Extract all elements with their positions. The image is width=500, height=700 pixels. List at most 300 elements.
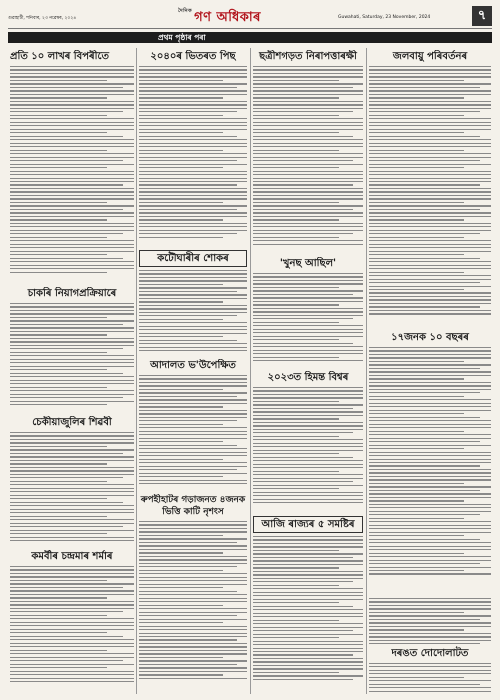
text-line bbox=[369, 361, 464, 362]
text-line bbox=[10, 76, 134, 77]
text-line bbox=[139, 108, 247, 109]
text-line bbox=[369, 198, 491, 199]
text-line bbox=[253, 446, 363, 447]
text-line bbox=[10, 566, 134, 567]
text-line bbox=[253, 164, 363, 165]
text-line bbox=[253, 609, 363, 610]
text-line bbox=[369, 619, 480, 620]
text-line bbox=[139, 664, 237, 665]
text-line bbox=[369, 385, 491, 386]
text-line bbox=[369, 633, 491, 634]
text-line bbox=[253, 191, 363, 192]
text-line bbox=[253, 304, 339, 305]
text-line bbox=[10, 191, 134, 192]
text-line bbox=[10, 366, 134, 367]
text-line bbox=[369, 292, 491, 293]
text-line bbox=[369, 396, 464, 397]
text-line bbox=[369, 445, 491, 446]
text-line bbox=[253, 408, 353, 409]
text-line bbox=[369, 279, 491, 280]
text-line bbox=[369, 160, 480, 161]
text-line bbox=[139, 650, 247, 651]
text-line bbox=[10, 404, 107, 405]
text-line bbox=[10, 104, 134, 105]
text-line bbox=[369, 101, 491, 102]
text-line bbox=[253, 436, 339, 437]
text-line bbox=[253, 273, 363, 274]
text-line bbox=[253, 443, 363, 444]
text-line bbox=[253, 146, 363, 147]
text-line bbox=[253, 111, 353, 112]
text-line bbox=[253, 223, 363, 224]
text-line bbox=[10, 139, 134, 140]
article-body bbox=[253, 387, 363, 503]
text-line bbox=[139, 587, 223, 588]
text-line bbox=[369, 184, 480, 185]
text-line bbox=[369, 150, 464, 151]
text-line bbox=[139, 542, 237, 543]
text-line bbox=[10, 439, 134, 440]
text-line bbox=[139, 448, 247, 449]
text-line bbox=[139, 178, 247, 179]
text-line bbox=[139, 396, 237, 397]
text-line bbox=[139, 598, 247, 599]
text-line bbox=[10, 352, 107, 353]
text-line bbox=[10, 143, 134, 144]
text-line bbox=[369, 282, 480, 283]
text-line bbox=[10, 90, 134, 91]
text-line bbox=[369, 178, 491, 179]
text-line bbox=[139, 76, 247, 77]
text-line bbox=[253, 411, 363, 412]
text-line bbox=[369, 615, 491, 616]
text-line bbox=[10, 359, 134, 360]
text-line bbox=[10, 265, 134, 266]
text-line bbox=[10, 83, 134, 84]
text-line bbox=[253, 97, 339, 98]
text-line bbox=[369, 146, 491, 147]
text-line bbox=[139, 129, 247, 130]
text-line bbox=[139, 667, 247, 668]
text-line bbox=[139, 104, 247, 105]
text-line bbox=[10, 369, 107, 370]
text-line bbox=[253, 623, 363, 624]
text-line bbox=[139, 643, 247, 644]
section-title: প্ৰথম পৃষ্ঠাৰ পৰা bbox=[158, 33, 206, 42]
text-line bbox=[10, 122, 134, 123]
text-line bbox=[253, 602, 339, 603]
text-line bbox=[253, 280, 363, 281]
newspaper-masthead bbox=[178, 8, 261, 29]
text-line bbox=[369, 174, 491, 175]
text-line bbox=[369, 136, 480, 137]
text-line bbox=[10, 463, 107, 464]
text-line bbox=[10, 537, 134, 538]
text-line bbox=[369, 420, 491, 421]
text-line bbox=[10, 331, 134, 332]
text-line bbox=[253, 471, 339, 472]
text-line bbox=[10, 69, 134, 70]
text-line bbox=[369, 254, 464, 255]
text-line bbox=[139, 305, 247, 306]
text-line bbox=[369, 490, 480, 491]
text-line bbox=[139, 601, 247, 602]
text-line bbox=[139, 420, 237, 421]
text-line bbox=[253, 101, 363, 102]
text-line bbox=[139, 150, 223, 151]
text-line bbox=[10, 348, 123, 349]
text-line bbox=[139, 674, 223, 675]
text-line bbox=[253, 94, 363, 95]
text-line bbox=[10, 125, 134, 126]
text-line bbox=[253, 76, 363, 77]
text-line bbox=[253, 205, 363, 206]
text-line bbox=[10, 376, 134, 377]
text-line bbox=[253, 665, 363, 666]
text-line bbox=[139, 181, 247, 182]
text-line bbox=[369, 663, 491, 664]
text-line bbox=[369, 452, 491, 453]
text-line bbox=[369, 275, 491, 276]
text-line bbox=[139, 270, 247, 271]
text-line bbox=[369, 104, 491, 105]
text-line bbox=[10, 237, 107, 238]
text-line bbox=[369, 455, 491, 456]
text-line bbox=[10, 240, 134, 241]
text-line bbox=[139, 483, 247, 484]
text-line bbox=[253, 332, 363, 333]
text-line bbox=[253, 315, 363, 316]
article-13 bbox=[369, 50, 491, 330]
text-line bbox=[10, 202, 107, 203]
text-line bbox=[139, 315, 237, 316]
text-line bbox=[253, 329, 363, 330]
article-headline: 'খুনছ আছিল' bbox=[279, 258, 337, 269]
text-line bbox=[369, 212, 491, 213]
text-line bbox=[369, 303, 491, 304]
article-headline: চেকীয়াজুলিৰ শিৱবী bbox=[32, 417, 112, 428]
text-line bbox=[139, 160, 237, 161]
text-line bbox=[369, 507, 491, 508]
text-line bbox=[253, 136, 353, 137]
text-line bbox=[10, 230, 134, 231]
text-line bbox=[369, 459, 491, 460]
text-line bbox=[139, 298, 247, 299]
text-line bbox=[369, 528, 491, 529]
text-line bbox=[10, 355, 134, 356]
text-line bbox=[139, 191, 247, 192]
text-line bbox=[139, 350, 247, 351]
text-line bbox=[10, 261, 134, 262]
text-line bbox=[139, 343, 247, 344]
text-line bbox=[10, 678, 134, 679]
text-line bbox=[10, 580, 107, 581]
text-line bbox=[369, 299, 491, 300]
text-line bbox=[369, 521, 491, 522]
text-line bbox=[10, 341, 134, 342]
text-line bbox=[139, 164, 247, 165]
text-line bbox=[369, 605, 491, 606]
text-line bbox=[369, 122, 491, 123]
text-line bbox=[253, 308, 363, 309]
text-line bbox=[10, 80, 107, 81]
text-line bbox=[253, 422, 363, 423]
text-line bbox=[139, 563, 247, 564]
article-9 bbox=[253, 50, 363, 255]
column-divider bbox=[136, 48, 137, 694]
text-line bbox=[369, 673, 491, 674]
text-line bbox=[253, 240, 363, 241]
text-line bbox=[139, 559, 247, 560]
column-divider bbox=[366, 48, 367, 694]
text-line bbox=[253, 644, 363, 645]
text-line bbox=[253, 181, 363, 182]
text-line bbox=[253, 160, 353, 161]
text-line bbox=[10, 639, 134, 640]
text-line bbox=[369, 286, 491, 287]
text-line bbox=[253, 481, 353, 482]
text-line bbox=[369, 364, 491, 365]
text-line bbox=[369, 139, 491, 140]
text-line bbox=[10, 118, 134, 119]
text-line bbox=[253, 502, 363, 503]
text-line bbox=[253, 202, 339, 203]
text-line bbox=[253, 613, 363, 614]
text-line bbox=[369, 118, 491, 119]
text-line bbox=[139, 545, 247, 546]
text-line bbox=[369, 438, 491, 439]
article-body bbox=[253, 536, 363, 680]
text-line bbox=[139, 216, 247, 217]
text-line bbox=[139, 287, 247, 288]
text-line bbox=[369, 240, 491, 241]
text-line bbox=[253, 567, 339, 568]
text-line bbox=[369, 69, 491, 70]
article-body bbox=[369, 347, 491, 575]
text-line bbox=[369, 500, 464, 501]
text-line bbox=[253, 578, 363, 579]
text-line bbox=[139, 403, 247, 404]
text-line bbox=[139, 143, 247, 144]
text-line bbox=[139, 646, 247, 647]
text-line bbox=[139, 584, 247, 585]
text-line bbox=[253, 216, 363, 217]
text-line bbox=[369, 570, 464, 571]
text-line bbox=[369, 546, 491, 547]
text-line bbox=[369, 310, 491, 311]
text-line bbox=[10, 484, 134, 485]
text-line bbox=[369, 441, 480, 442]
text-line bbox=[139, 326, 247, 327]
text-line bbox=[253, 606, 353, 607]
text-line bbox=[10, 449, 134, 450]
text-line bbox=[10, 129, 134, 130]
text-line bbox=[10, 615, 107, 616]
text-line bbox=[369, 389, 491, 390]
text-line bbox=[369, 629, 464, 630]
text-line bbox=[369, 539, 480, 540]
text-line bbox=[369, 247, 491, 248]
text-line bbox=[253, 478, 363, 479]
text-line bbox=[10, 87, 123, 88]
text-line bbox=[369, 80, 464, 81]
text-line bbox=[369, 684, 480, 685]
text-line bbox=[10, 467, 134, 468]
text-line bbox=[10, 97, 107, 98]
text-line bbox=[369, 431, 464, 432]
text-line bbox=[10, 101, 134, 102]
text-line bbox=[10, 212, 134, 213]
text-line bbox=[369, 209, 480, 210]
text-line bbox=[139, 233, 237, 234]
text-line bbox=[253, 339, 339, 340]
text-line bbox=[10, 442, 134, 443]
text-line bbox=[10, 223, 134, 224]
text-line bbox=[10, 470, 134, 471]
text-line bbox=[369, 223, 491, 224]
text-line bbox=[253, 634, 363, 635]
text-line bbox=[139, 308, 247, 309]
text-line bbox=[253, 350, 363, 351]
text-line bbox=[139, 94, 247, 95]
text-line bbox=[139, 340, 237, 341]
text-line bbox=[253, 346, 363, 347]
text-line bbox=[10, 671, 134, 672]
text-line bbox=[253, 630, 353, 631]
text-line bbox=[10, 594, 134, 595]
article-body bbox=[253, 66, 363, 245]
text-line bbox=[139, 476, 223, 477]
text-line bbox=[139, 653, 247, 654]
text-line bbox=[10, 310, 134, 311]
text-line bbox=[253, 550, 339, 551]
text-line bbox=[10, 632, 107, 633]
article-headline: ১৭জনক ১০ বছৰৰ bbox=[391, 332, 469, 343]
text-line bbox=[10, 345, 134, 346]
text-line bbox=[369, 164, 491, 165]
text-line bbox=[253, 195, 363, 196]
text-line bbox=[139, 111, 237, 112]
text-line bbox=[253, 83, 363, 84]
text-line bbox=[139, 90, 247, 91]
column-divider bbox=[250, 48, 251, 694]
text-line bbox=[139, 406, 223, 407]
text-line bbox=[139, 441, 223, 442]
text-line bbox=[253, 174, 363, 175]
text-line bbox=[253, 73, 363, 74]
text-line bbox=[139, 118, 247, 119]
text-line bbox=[10, 160, 123, 161]
masthead-bar bbox=[8, 6, 492, 29]
text-line bbox=[139, 466, 247, 467]
text-line bbox=[10, 397, 123, 398]
text-line bbox=[369, 666, 491, 667]
text-line bbox=[253, 637, 339, 638]
text-line bbox=[10, 66, 134, 67]
text-line bbox=[253, 237, 339, 238]
article-headline: ২০২৩ত হিমন্ত বিশ্বৰ bbox=[267, 372, 349, 383]
text-line bbox=[369, 368, 480, 369]
text-line bbox=[369, 233, 480, 234]
text-line bbox=[10, 115, 107, 116]
text-line bbox=[253, 651, 363, 652]
text-line bbox=[253, 495, 363, 496]
article-6 bbox=[139, 247, 247, 357]
text-line bbox=[369, 115, 464, 116]
text-line bbox=[10, 233, 123, 234]
text-line bbox=[369, 640, 491, 641]
article-body bbox=[10, 432, 134, 541]
text-line bbox=[253, 209, 353, 210]
text-line bbox=[139, 167, 223, 168]
text-line bbox=[139, 608, 247, 609]
text-line bbox=[253, 87, 353, 88]
text-line bbox=[139, 73, 247, 74]
text-line bbox=[10, 608, 134, 609]
text-line bbox=[253, 595, 363, 596]
text-line bbox=[139, 612, 247, 613]
text-line bbox=[369, 268, 491, 269]
text-line bbox=[139, 434, 247, 435]
text-line bbox=[369, 94, 491, 95]
text-line bbox=[253, 415, 363, 416]
text-line bbox=[369, 518, 464, 519]
text-line bbox=[253, 394, 363, 395]
text-line bbox=[139, 122, 247, 123]
text-line bbox=[10, 383, 134, 384]
text-line bbox=[10, 136, 123, 137]
text-line bbox=[10, 198, 134, 199]
text-line bbox=[139, 678, 247, 679]
text-line bbox=[139, 219, 223, 220]
text-line bbox=[139, 580, 247, 581]
article-body bbox=[139, 270, 247, 351]
text-line bbox=[139, 538, 247, 539]
text-line bbox=[139, 273, 247, 274]
text-line bbox=[369, 567, 491, 568]
text-line bbox=[369, 108, 491, 109]
text-line bbox=[10, 519, 134, 520]
text-line bbox=[10, 226, 134, 227]
text-line bbox=[253, 536, 363, 537]
text-line bbox=[369, 87, 480, 88]
text-line bbox=[10, 216, 134, 217]
text-line bbox=[10, 526, 123, 527]
text-line bbox=[369, 493, 491, 494]
text-line bbox=[139, 445, 237, 446]
text-line bbox=[10, 590, 134, 591]
text-line bbox=[253, 432, 353, 433]
text-line bbox=[139, 626, 247, 627]
text-line bbox=[253, 564, 363, 565]
text-line bbox=[369, 504, 491, 505]
text-line bbox=[10, 174, 134, 175]
text-line bbox=[10, 94, 134, 95]
text-line bbox=[139, 319, 223, 320]
text-line bbox=[10, 667, 107, 668]
text-line bbox=[139, 615, 237, 616]
text-line bbox=[253, 357, 339, 358]
text-line bbox=[253, 118, 363, 119]
text-line bbox=[139, 223, 247, 224]
text-line bbox=[369, 472, 491, 473]
text-line bbox=[369, 347, 491, 348]
text-line bbox=[139, 146, 247, 147]
text-line bbox=[253, 539, 363, 540]
text-line bbox=[369, 643, 480, 644]
text-line bbox=[253, 122, 363, 123]
issue-date-assamese: গুৱাহাটী, শনিবাৰ, ২৩ নৱেম্বৰ, ২০২৪ bbox=[8, 16, 77, 21]
